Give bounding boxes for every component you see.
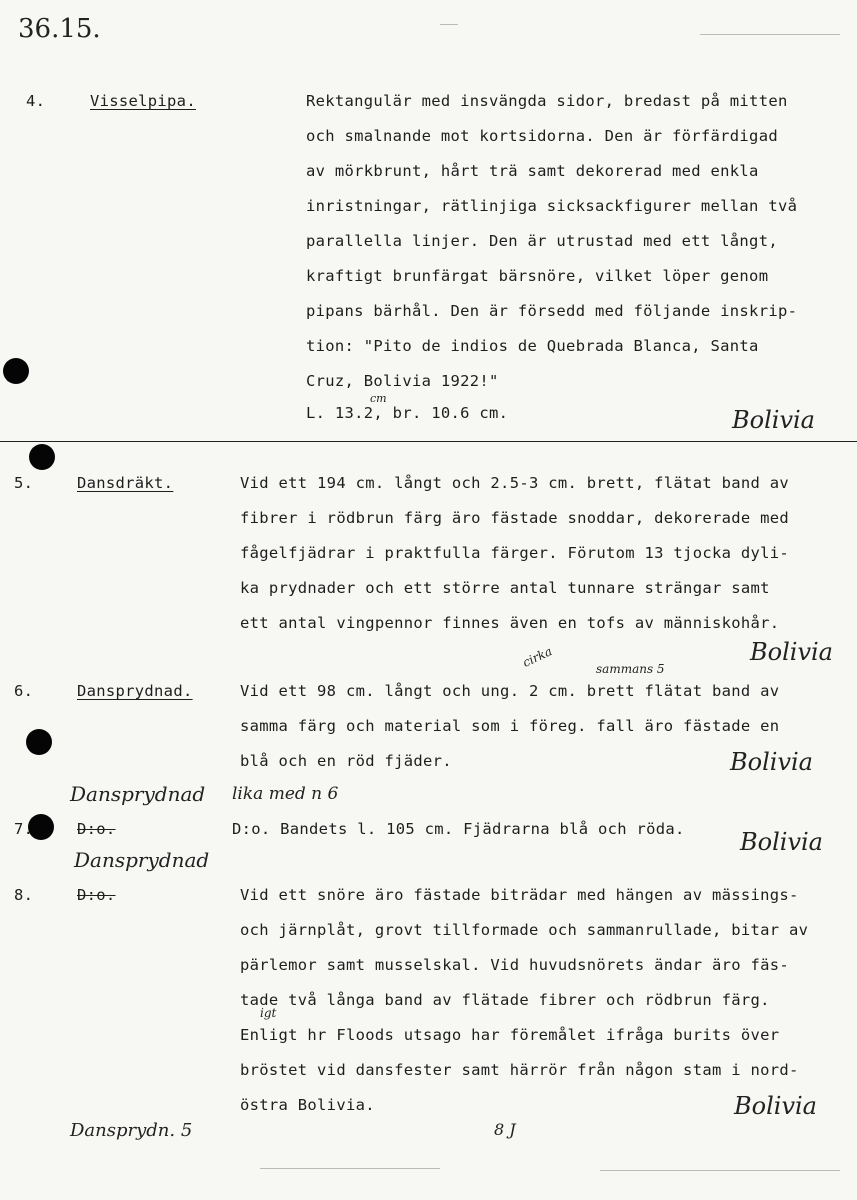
entry-8-insert: igt — [260, 1006, 277, 1020]
entry-6-insert-above: cirka — [520, 644, 555, 670]
entry-4-line: kraftigt brunfärgat bärsnöre, vilket löper genom — [306, 267, 769, 285]
entry-7-annotation: Bolivia — [740, 828, 823, 856]
entry-8-line: Enligt hr Floods utsago har föremålet ifråga burits över — [240, 1026, 780, 1044]
entry-7-title-handwritten: Dansprydnad — [70, 782, 206, 806]
entry-8-line: och järnplåt, grovt tillformade och sammanrullade, bitar av — [240, 921, 809, 939]
bottom-note: 8 J — [494, 1120, 516, 1139]
entry-7-title: D:o. — [77, 820, 116, 838]
entry-4-line: Rektangulär med insvängda sidor, bredast på mitten — [306, 92, 788, 110]
entry-8-number: 8. — [14, 886, 34, 904]
entry-6-number: 6. — [14, 682, 34, 700]
entry-8-line: tade två långa band av flätade fibrer och rödbrun färg. — [240, 991, 770, 1009]
entry-6-line: blå och en röd fjäder. — [240, 752, 452, 770]
entry-6-insert-above-2: sammans 5 — [596, 662, 665, 676]
page-number: 36.15. — [18, 14, 101, 44]
entry-8-line: pärlemor samt musselskal. Vid huvudsnörets ändar äro fäs- — [240, 956, 790, 974]
bottom-left-scribble: Dansprydn. 5 — [70, 1120, 193, 1141]
entry-4-line: L. 13.2, br. 10.6 cm. — [306, 404, 509, 422]
entry-8-title: D:o. — [77, 886, 116, 904]
separator-line — [0, 441, 857, 442]
entry-4-line: och smalnande mot kortsidorna. Den är förfärdigad — [306, 127, 778, 145]
entry-8-title-handwritten: Dansprydnad — [74, 848, 210, 872]
ghost-line — [600, 1170, 840, 1171]
entry-5-line: ka prydnader och ett större antal tunnare strängar samt — [240, 579, 770, 597]
entry-5-line: Vid ett 194 cm. långt och 2.5-3 cm. brett, flätat band av — [240, 474, 790, 492]
entry-4-line: parallella linjer. Den är utrustad med ett långt, — [306, 232, 778, 250]
ghost-line — [700, 34, 840, 35]
entry-4-line: tion: "Pito de indios de Quebrada Blanca, Santa — [306, 337, 759, 355]
punch-hole — [29, 444, 55, 470]
entry-5-line: ett antal vingpennor finnes även en tofs av människohår. — [240, 614, 780, 632]
entry-7-line: D:o. Bandets l. 105 cm. Fjädrarna blå och röda. — [232, 820, 685, 838]
entry-5-line: fibrer i rödbrun färg äro fästade snoddar, dekorerade med — [240, 509, 790, 527]
ghost-line — [440, 24, 458, 25]
entry-6-line: Vid ett 98 cm. långt och ung. 2 cm. brett flätat band av — [240, 682, 780, 700]
entry-4-insert: cm — [370, 392, 387, 405]
entry-4-line: av mörkbrunt, hårt trä samt dekorerad med enkla — [306, 162, 759, 180]
entry-8-line: bröstet vid dansfester samt härrör från någon stam i nord- — [240, 1061, 799, 1079]
entry-6-annotation: Bolivia — [730, 748, 813, 776]
entry-4-line: pipans bärhål. Den är försedd med följande inskrip- — [306, 302, 798, 320]
entry-4-line: inristningar, rätlinjiga sicksackfigurer mellan två — [306, 197, 798, 215]
punch-hole — [26, 729, 52, 755]
punch-hole — [3, 358, 29, 384]
entry-5-number: 5. — [14, 474, 34, 492]
ghost-line — [260, 1168, 440, 1169]
entry-5-annotation: Bolivia — [750, 638, 833, 666]
entry-6-line: samma färg och material som i föreg. fall äro fästade en — [240, 717, 780, 735]
entry-5-line: fågelfjädrar i praktfulla färger. Förutom 13 tjocka dyli- — [240, 544, 790, 562]
entry-8-line: östra Bolivia. — [240, 1096, 375, 1114]
entry-8-line: Vid ett snöre äro fästade biträdar med hängen av mässings- — [240, 886, 799, 904]
entry-5-title: Dansdräkt. — [77, 474, 174, 492]
entry-7-note-handwritten: lika med n 6 — [232, 784, 339, 804]
entry-6-title: Dansprydnad. — [77, 682, 193, 700]
entry-8-annotation: Bolivia — [734, 1092, 817, 1120]
entry-4-number: 4. — [26, 92, 46, 110]
entry-4-title: Visselpipa. — [90, 92, 196, 110]
entry-4-line: Cruz, Bolivia 1922!" — [306, 372, 499, 390]
entry-7-number: 7. — [14, 820, 34, 838]
entry-4-annotation: Bolivia — [732, 406, 815, 434]
